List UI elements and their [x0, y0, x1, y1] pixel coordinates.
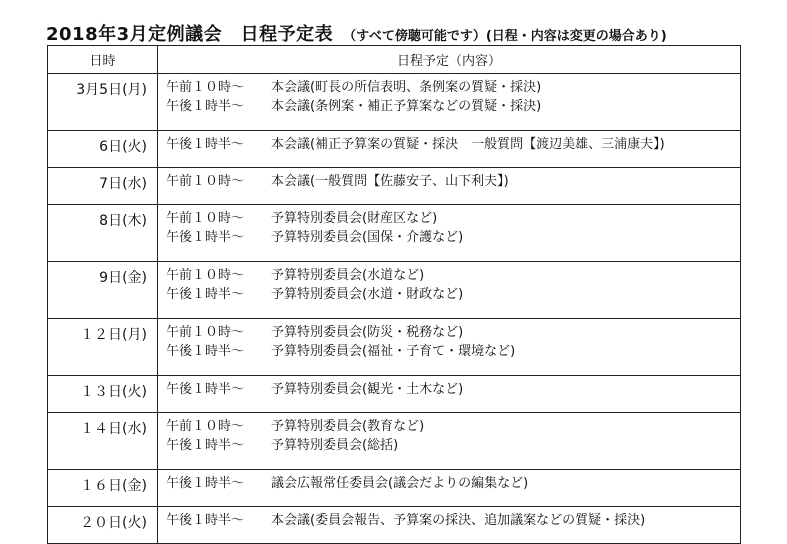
entry-description: 本会議(補正予算案の質疑・採決 一般質問【渡辺美雄、三浦康夫】) — [271, 137, 665, 152]
entry-time: 午前１０時～ — [166, 419, 245, 434]
table-row — [48, 131, 741, 168]
schedule-entry — [166, 342, 740, 361]
entry-description: 予算特別委員会(教育など) — [271, 419, 425, 434]
date-cell: 6日(火) — [48, 131, 158, 168]
entry-time: 午後１時半～ — [166, 344, 245, 359]
content-cell — [158, 262, 741, 319]
entry-time: 午前１０時～ — [166, 268, 245, 283]
entry-description: 予算特別委員会(国保・介護など) — [271, 230, 464, 245]
schedule-entry — [166, 135, 740, 154]
date-cell: １６日(金) — [48, 470, 158, 507]
schedule-entry — [166, 380, 740, 399]
entry-time: 午後１時半～ — [166, 476, 245, 491]
entry-description: 予算特別委員会(観光・土木など) — [271, 382, 464, 397]
entry-time: 午後１時半～ — [166, 230, 245, 245]
schedule-entry — [166, 285, 740, 304]
table-row — [48, 262, 741, 319]
schedule-entry — [166, 228, 740, 247]
date-cell: １４日(水) — [48, 413, 158, 470]
date-cell: 3月5日(月) — [48, 74, 158, 131]
entry-time: 午後１時半～ — [166, 382, 245, 397]
table-row — [48, 413, 741, 470]
schedule-entry — [166, 474, 740, 493]
entry-description: 本会議(委員会報告、予算案の採決、追加議案などの質疑・採決) — [271, 513, 646, 528]
entry-description: 本会議(町長の所信表明、条例案の質疑・採決) — [271, 80, 542, 95]
header-date: 日時 — [48, 46, 158, 74]
schedule-entry — [166, 266, 740, 285]
entry-description: 予算特別委員会(防災・税務など) — [271, 325, 464, 340]
entry-description: 本会議(条例案・補正予算案などの質疑・採決) — [271, 99, 542, 114]
entry-description: 予算特別委員会(福祉・子育て・環境など) — [271, 344, 516, 359]
date-cell: １３日(火) — [48, 376, 158, 413]
table-row — [48, 470, 741, 507]
entry-time: 午前１０時～ — [166, 211, 245, 226]
schedule-table — [47, 45, 741, 544]
table-row — [48, 168, 741, 205]
table-row — [48, 376, 741, 413]
entry-time: 午前１０時～ — [166, 325, 245, 340]
content-cell — [158, 413, 741, 470]
page-header — [46, 20, 776, 44]
entry-time: 午後１時半～ — [166, 438, 245, 453]
schedule-entry — [166, 97, 740, 116]
page-title: 2018年3月定例議会 日程予定表 — [46, 24, 334, 45]
entry-time: 午後１時半～ — [166, 99, 245, 114]
schedule-entry — [166, 78, 740, 97]
header-content: 日程予定（内容） — [158, 46, 741, 74]
entry-time: 午後１時半～ — [166, 287, 245, 302]
content-cell — [158, 319, 741, 376]
date-cell: 9日(金) — [48, 262, 158, 319]
entry-description: 予算特別委員会(財産区など) — [271, 211, 438, 226]
entry-time: 午前１０時～ — [166, 174, 245, 189]
schedule-entry — [166, 417, 740, 436]
entry-description: 予算特別委員会(総括) — [271, 438, 399, 453]
date-cell: 7日(水) — [48, 168, 158, 205]
content-cell — [158, 470, 741, 507]
schedule-entry — [166, 436, 740, 455]
table-row — [48, 74, 741, 131]
title-note: （すべて傍聴可能です）(日程・内容は変更の場合あり) — [343, 29, 667, 44]
table-header-row — [48, 46, 741, 74]
content-cell — [158, 205, 741, 262]
content-cell — [158, 376, 741, 413]
date-cell: １２日(月) — [48, 319, 158, 376]
entry-time: 午後１時半～ — [166, 513, 245, 528]
content-cell — [158, 131, 741, 168]
schedule-entry — [166, 323, 740, 342]
entry-description: 議会広報常任委員会(議会だよりの編集など) — [271, 476, 529, 491]
date-cell: ２０日(火) — [48, 507, 158, 544]
table-row — [48, 205, 741, 262]
schedule-entry — [166, 172, 740, 191]
schedule-entry — [166, 209, 740, 228]
entry-time: 午前１０時～ — [166, 80, 245, 95]
date-cell: 8日(木) — [48, 205, 158, 262]
schedule-entry — [166, 511, 740, 530]
entry-description: 本会議(一般質問【佐藤安子、山下利夫】) — [271, 174, 509, 189]
entry-description: 予算特別委員会(水道・財政など) — [271, 287, 464, 302]
entry-time: 午後１時半～ — [166, 137, 245, 152]
entry-description: 予算特別委員会(水道など) — [271, 268, 425, 283]
table-row — [48, 319, 741, 376]
content-cell — [158, 74, 741, 131]
content-cell — [158, 168, 741, 205]
schedule-body — [48, 74, 741, 544]
